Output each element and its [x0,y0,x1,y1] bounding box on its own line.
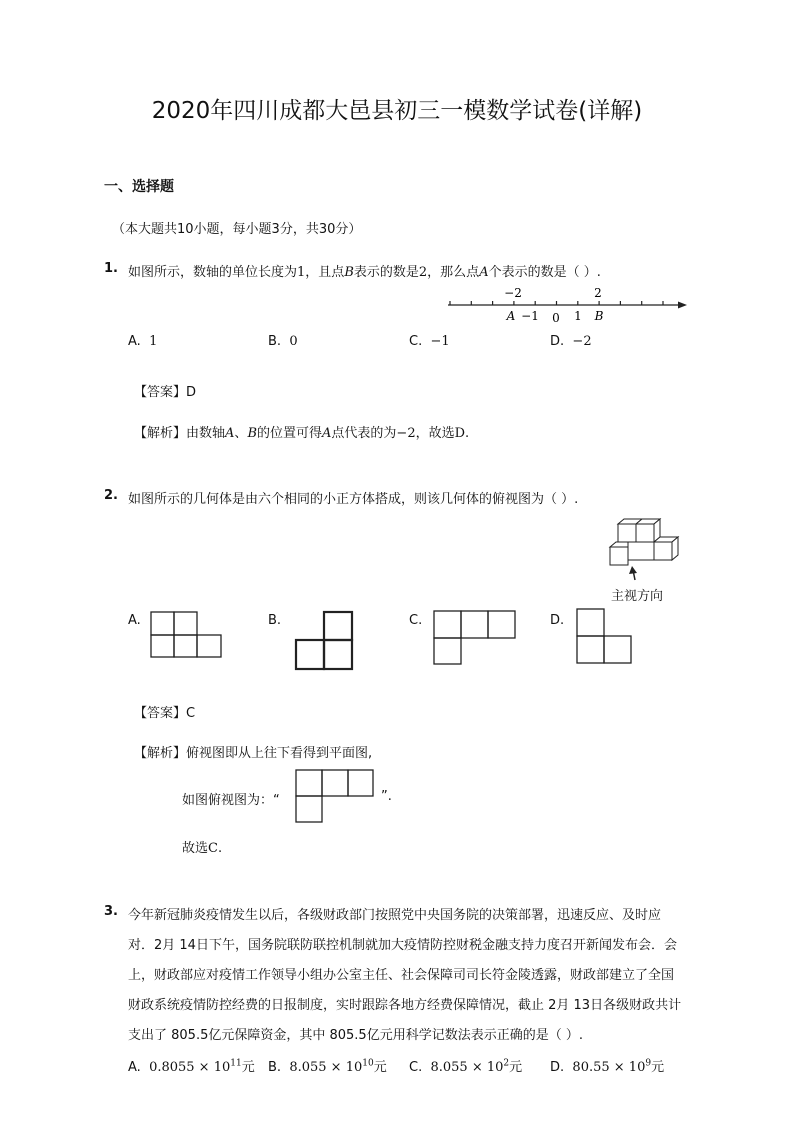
q3-option-b[interactable]: B. $8.055 \times 10^{10}$元 [268,1058,387,1075]
q1-number-line [440,284,692,326]
q2-analysis-line2-prefix: 如图俯视图为：“ [182,793,280,808]
q1-number: 1. [104,261,118,276]
q3-line-5: 支出了 805.5亿元保障资金，其中 805.5亿元用科学记数法表示正确的是（ ）. [128,1028,583,1043]
q1-text: 如图所示，数轴的单位长度为1，且点B表示的数是2，那么点A个表示的数是（ ）. [128,265,601,280]
q3-line-2: 对．2月 14日下午，国务院联防联控机制就加大疫情防控财税金融支持力度召开新闻发布会．会 [128,938,677,953]
q2-number: 2. [104,488,118,503]
axis-label-top-minus2: −2 [504,286,522,300]
axis-label-1: 1 [574,309,582,323]
q3-option-c[interactable]: C. $8.055 \times 10^2$元 [409,1058,523,1075]
q2-option-c[interactable]: C. [409,613,423,628]
q3-line-3: 上，财政部应对疫情工作领导小组办公室主任、社会保障司司长符金陵透露，财政部建立了全国 [128,968,675,983]
section-note: （本大题共10小题，每小题3分，共30分） [112,222,362,237]
q2-option-c-figure [433,610,517,666]
q1-answer: 【答案】D [134,385,197,400]
q3-line-4: 财政系统疫情防控经费的日报制度，实时跟踪各地方经费保障情况，截止 2月 13日各级财政共计 [128,998,682,1013]
q2-option-b[interactable]: B. [268,613,282,628]
q2-option-d-figure [576,608,634,664]
axis-label-0: 0 [552,311,560,325]
page-title: 2020年四川成都大邑县初三一模数学试卷(详解) [151,98,643,124]
q3-option-a[interactable]: A. $0.8055 \times 10^{11}$元 [128,1058,255,1075]
q1-option-a[interactable]: A. 1 [128,334,158,349]
q2-solid-figure [604,518,688,584]
q3-number: 3. [104,904,118,919]
q2-option-d[interactable]: D. [550,613,565,628]
q2-option-a[interactable]: A. [128,613,141,628]
q2-option-b-figure [294,610,356,672]
q2-option-a-figure [150,611,224,659]
axis-label-A: A [506,309,516,323]
q1-option-c[interactable]: C. −1 [409,334,450,349]
q2-answer: 【答案】C [134,706,196,721]
q1-analysis: 【解析】由数轴A、B的位置可得A点代表的为−2，故选D. [134,426,470,441]
axis-label-top-2: 2 [594,286,602,300]
q2-analysis-figure [295,769,375,825]
q1-option-d[interactable]: D. −2 [550,334,592,349]
q2-front-view-label: 主视方向 [611,589,664,604]
axis-label-B: B [594,309,604,323]
q3-line-1: 今年新冠肺炎疫情发生以后，各级财政部门按照党中央国务院的决策部署，迅速反应、及时应 [128,908,662,923]
q2-analysis-line2-suffix: ”. [381,789,392,804]
q2-analysis-line3: 故选C. [182,841,223,856]
q2-text: 如图所示的几何体是由六个相同的小正方体搭成，则该几何体的俯视图为（ ）. [128,492,579,507]
q1-option-b[interactable]: B. 0 [268,334,298,349]
q3-option-d[interactable]: D. $80.55 \times 10^9$元 [550,1058,665,1075]
section-heading: 一、选择题 [104,179,174,195]
q2-analysis-line1: 【解析】俯视图即从上往下看得到平面图, [134,746,373,761]
axis-label-minus1: −1 [521,309,539,323]
